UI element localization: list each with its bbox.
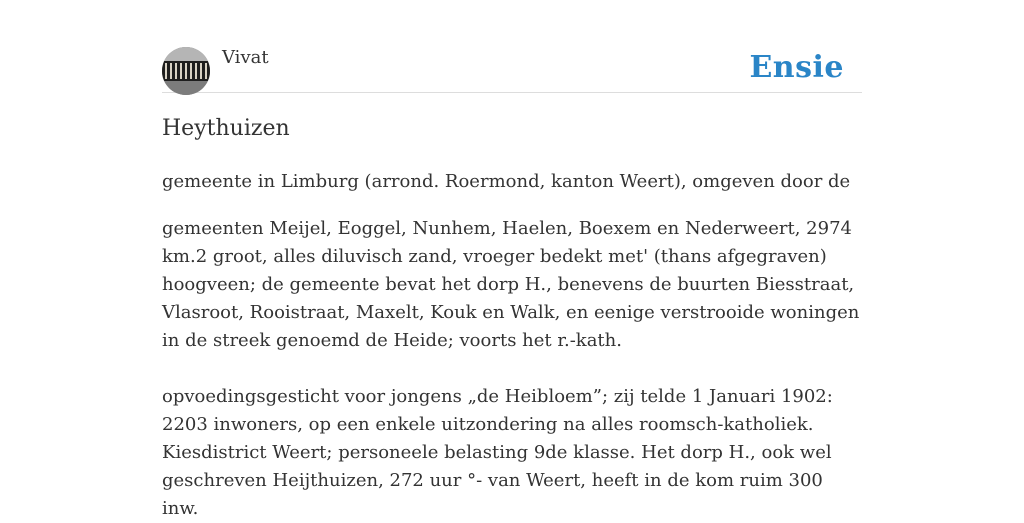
vivat-avatar-icon [162,47,210,95]
brand-logo[interactable]: Ensie [749,50,844,85]
author-name[interactable]: Vivat [222,47,269,68]
avatar[interactable] [162,47,210,95]
article-paragraph-1: gemeente in Limburg (arrond. Roermond, kanton Weert), omgeven door de [162,171,851,192]
article-paragraph-2: gemeenten Meijel, Eoggel, Nunhem, Haelen, Boexem en Nederweert, 2974 km.2 groot, alles diluvisch zand, vroeger bedekt met' (thans afgegraven) hoogveen; de gemeente bevat het dorp H., benevens de buurten Biesstraat, Vlasroot, Rooistraat, Maxelt, Kouk en Walk, en eenige verstrooide woningen in de streek genoemd de Heide; voorts het r.-kath. [162,218,860,351]
article-paragraph-3: opvoedingsgesticht voor jongens „de Heibloem”; zij telde 1 Januari 1902: 2203 inwoners, op een enkele uitzondering na alles roomsch-katholiek. Kiesdistrict Weert; personeele belasting 9de klasse. Het dorp H., ook wel geschreven Heijthuizen, 272 uur °- van Weert, heeft in de kom ruim 300 inw. [162,386,833,519]
page-title: Heythuizen [162,116,290,141]
page [162,0,862,519]
header [162,0,862,93]
